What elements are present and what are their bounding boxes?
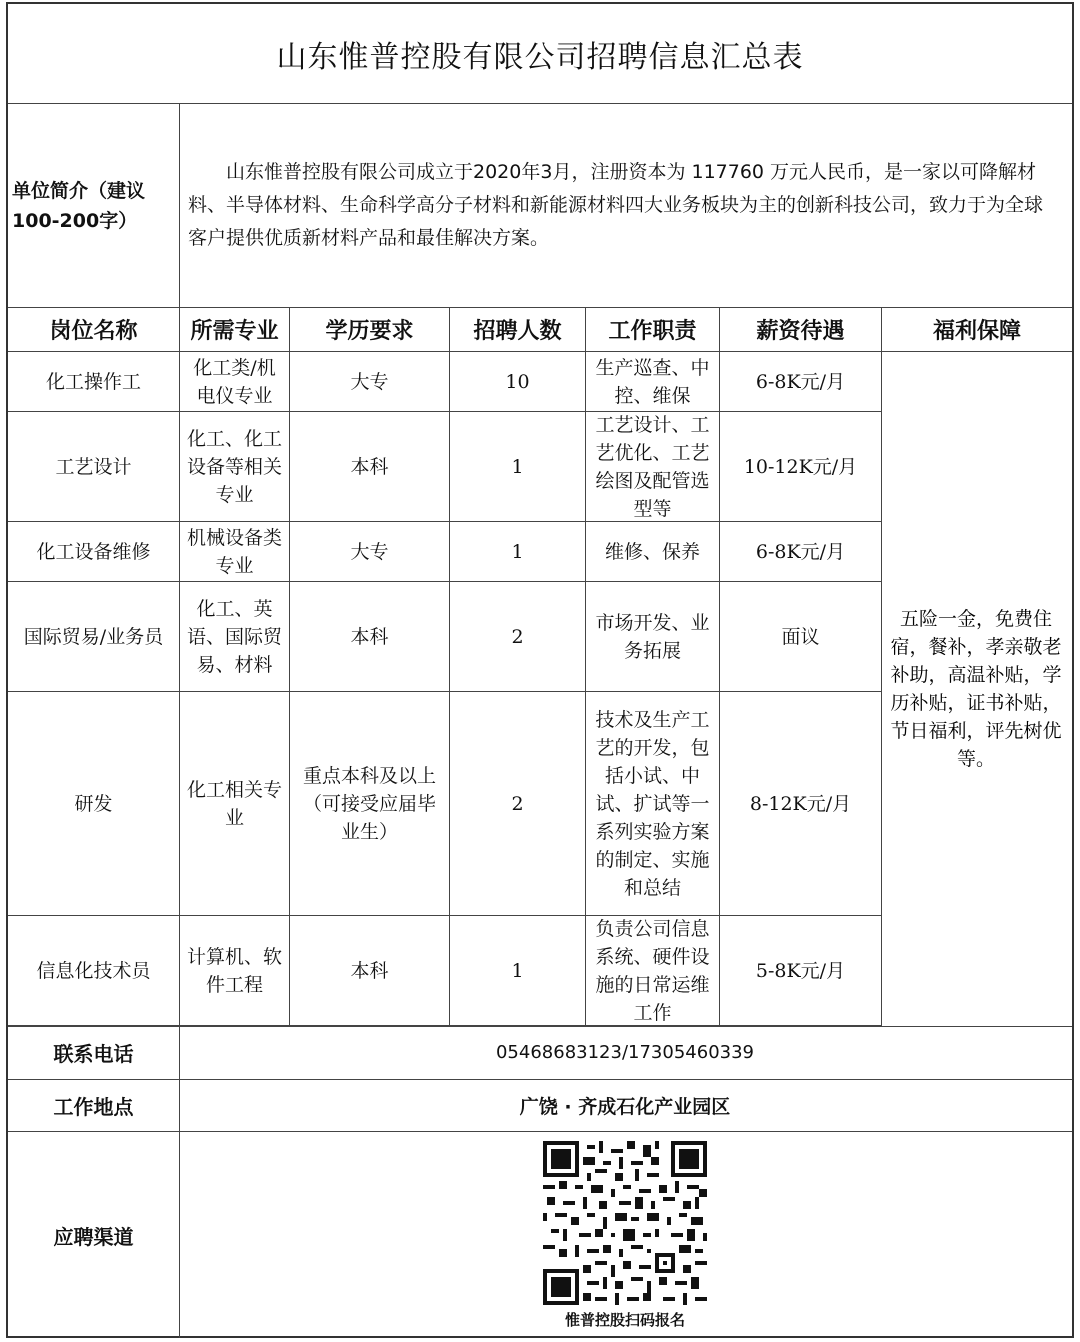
row-major: 化工相关专业 (180, 692, 290, 915)
row-duties: 市场开发、业务拓展 (586, 582, 720, 691)
intro-label: 单位简介（建议100-200字） (8, 104, 180, 307)
row-education: 本科 (290, 412, 450, 521)
location-row (8, 1080, 1072, 1132)
recruitment-sheet (6, 2, 1074, 1338)
table-row (8, 412, 882, 522)
header-welfare: 福利保障 (932, 319, 1021, 344)
apply-row (8, 1132, 1072, 1338)
intro-text: 山东惟普控股有限公司成立于2020年3月，注册资本为 117760 万元人民币，是一家以可降解材料、半导体材料、生命科学高分子材料和新能源材料四大业务板块为主的创新科技公司，致力于为全球客户提供优质新材料产品和最佳解决方案。 (188, 161, 1044, 249)
apply-label: 应聘渠道 (8, 1132, 180, 1338)
table-row (8, 582, 882, 692)
row-salary: 8-12K元/月 (720, 692, 882, 915)
row-position: 信息化技术员 (8, 916, 180, 1025)
header-major: 所需专业 (180, 308, 290, 351)
row-education: 重点本科及以上（可接受应届毕业生） (290, 692, 450, 915)
location-label: 工作地点 (8, 1080, 180, 1131)
header-duties: 工作职责 (586, 308, 720, 351)
qr-code-icon[interactable] (543, 1141, 707, 1305)
row-count: 1 (450, 522, 586, 581)
row-education: 本科 (290, 582, 450, 691)
row-duties: 维修、保养 (586, 522, 720, 581)
table-row (8, 522, 882, 582)
page-title: 山东惟普控股有限公司招聘信息汇总表 (276, 39, 804, 75)
row-count: 1 (450, 412, 586, 521)
row-major: 化工、英语、国际贸易、材料 (180, 582, 290, 691)
row-count: 2 (450, 692, 586, 915)
row-education: 大专 (290, 522, 450, 581)
header-count: 招聘人数 (450, 308, 586, 351)
row-education: 大专 (290, 352, 450, 411)
row-position: 国际贸易/业务员 (8, 582, 180, 691)
row-major: 机械设备类专业 (180, 522, 290, 581)
qr-block[interactable] (180, 1132, 1070, 1338)
intro-row (8, 104, 1072, 308)
row-salary: 面议 (720, 582, 882, 691)
row-position: 工艺设计 (8, 412, 180, 521)
qr-caption: 惟普控股扫码报名 (564, 1310, 685, 1329)
row-count: 10 (450, 352, 586, 411)
row-salary: 6-8K元/月 (720, 352, 882, 411)
row-position: 化工设备维修 (8, 522, 180, 581)
row-duties: 技术及生产工艺的开发，包括小试、中试、扩试等一系列实验方案的制定、实施和总结 (586, 692, 720, 915)
welfare-cell: 五险一金，免费住宿，餐补，孝亲敬老补助，高温补贴，学历补贴，证书补贴，节日福利，评先树优等。 (890, 608, 1062, 770)
contact-label: 联系电话 (8, 1026, 180, 1079)
row-duties: 负责公司信息系统、硬件设施的日常运维工作 (586, 916, 720, 1025)
row-count: 1 (450, 916, 586, 1025)
table-header-row (8, 308, 1072, 352)
contact-phone[interactable]: 05468683123/17305460339 (495, 1042, 754, 1063)
row-position: 研发 (8, 692, 180, 915)
contact-row (8, 1026, 1072, 1080)
row-major: 计算机、软件工程 (180, 916, 290, 1025)
row-education: 本科 (290, 916, 450, 1025)
title-row (8, 4, 1072, 104)
row-salary: 6-8K元/月 (720, 522, 882, 581)
row-salary: 10-12K元/月 (720, 412, 882, 521)
row-duties: 生产巡查、中控、维保 (586, 352, 720, 411)
location-value: 广饶 · 齐成石化产业园区 (519, 1096, 731, 1118)
row-major: 化工、化工设备等相关专业 (180, 412, 290, 521)
row-major: 化工类/机电仪专业 (180, 352, 290, 411)
header-education: 学历要求 (290, 308, 450, 351)
table-row (8, 692, 882, 916)
row-count: 2 (450, 582, 586, 691)
table-row (8, 916, 882, 1026)
row-duties: 工艺设计、工艺优化、工艺绘图及配管选型等 (586, 412, 720, 521)
header-position: 岗位名称 (8, 308, 180, 351)
table-row (8, 352, 882, 412)
header-salary: 薪资待遇 (720, 308, 882, 351)
row-salary: 5-8K元/月 (720, 916, 882, 1025)
row-position: 化工操作工 (8, 352, 180, 411)
